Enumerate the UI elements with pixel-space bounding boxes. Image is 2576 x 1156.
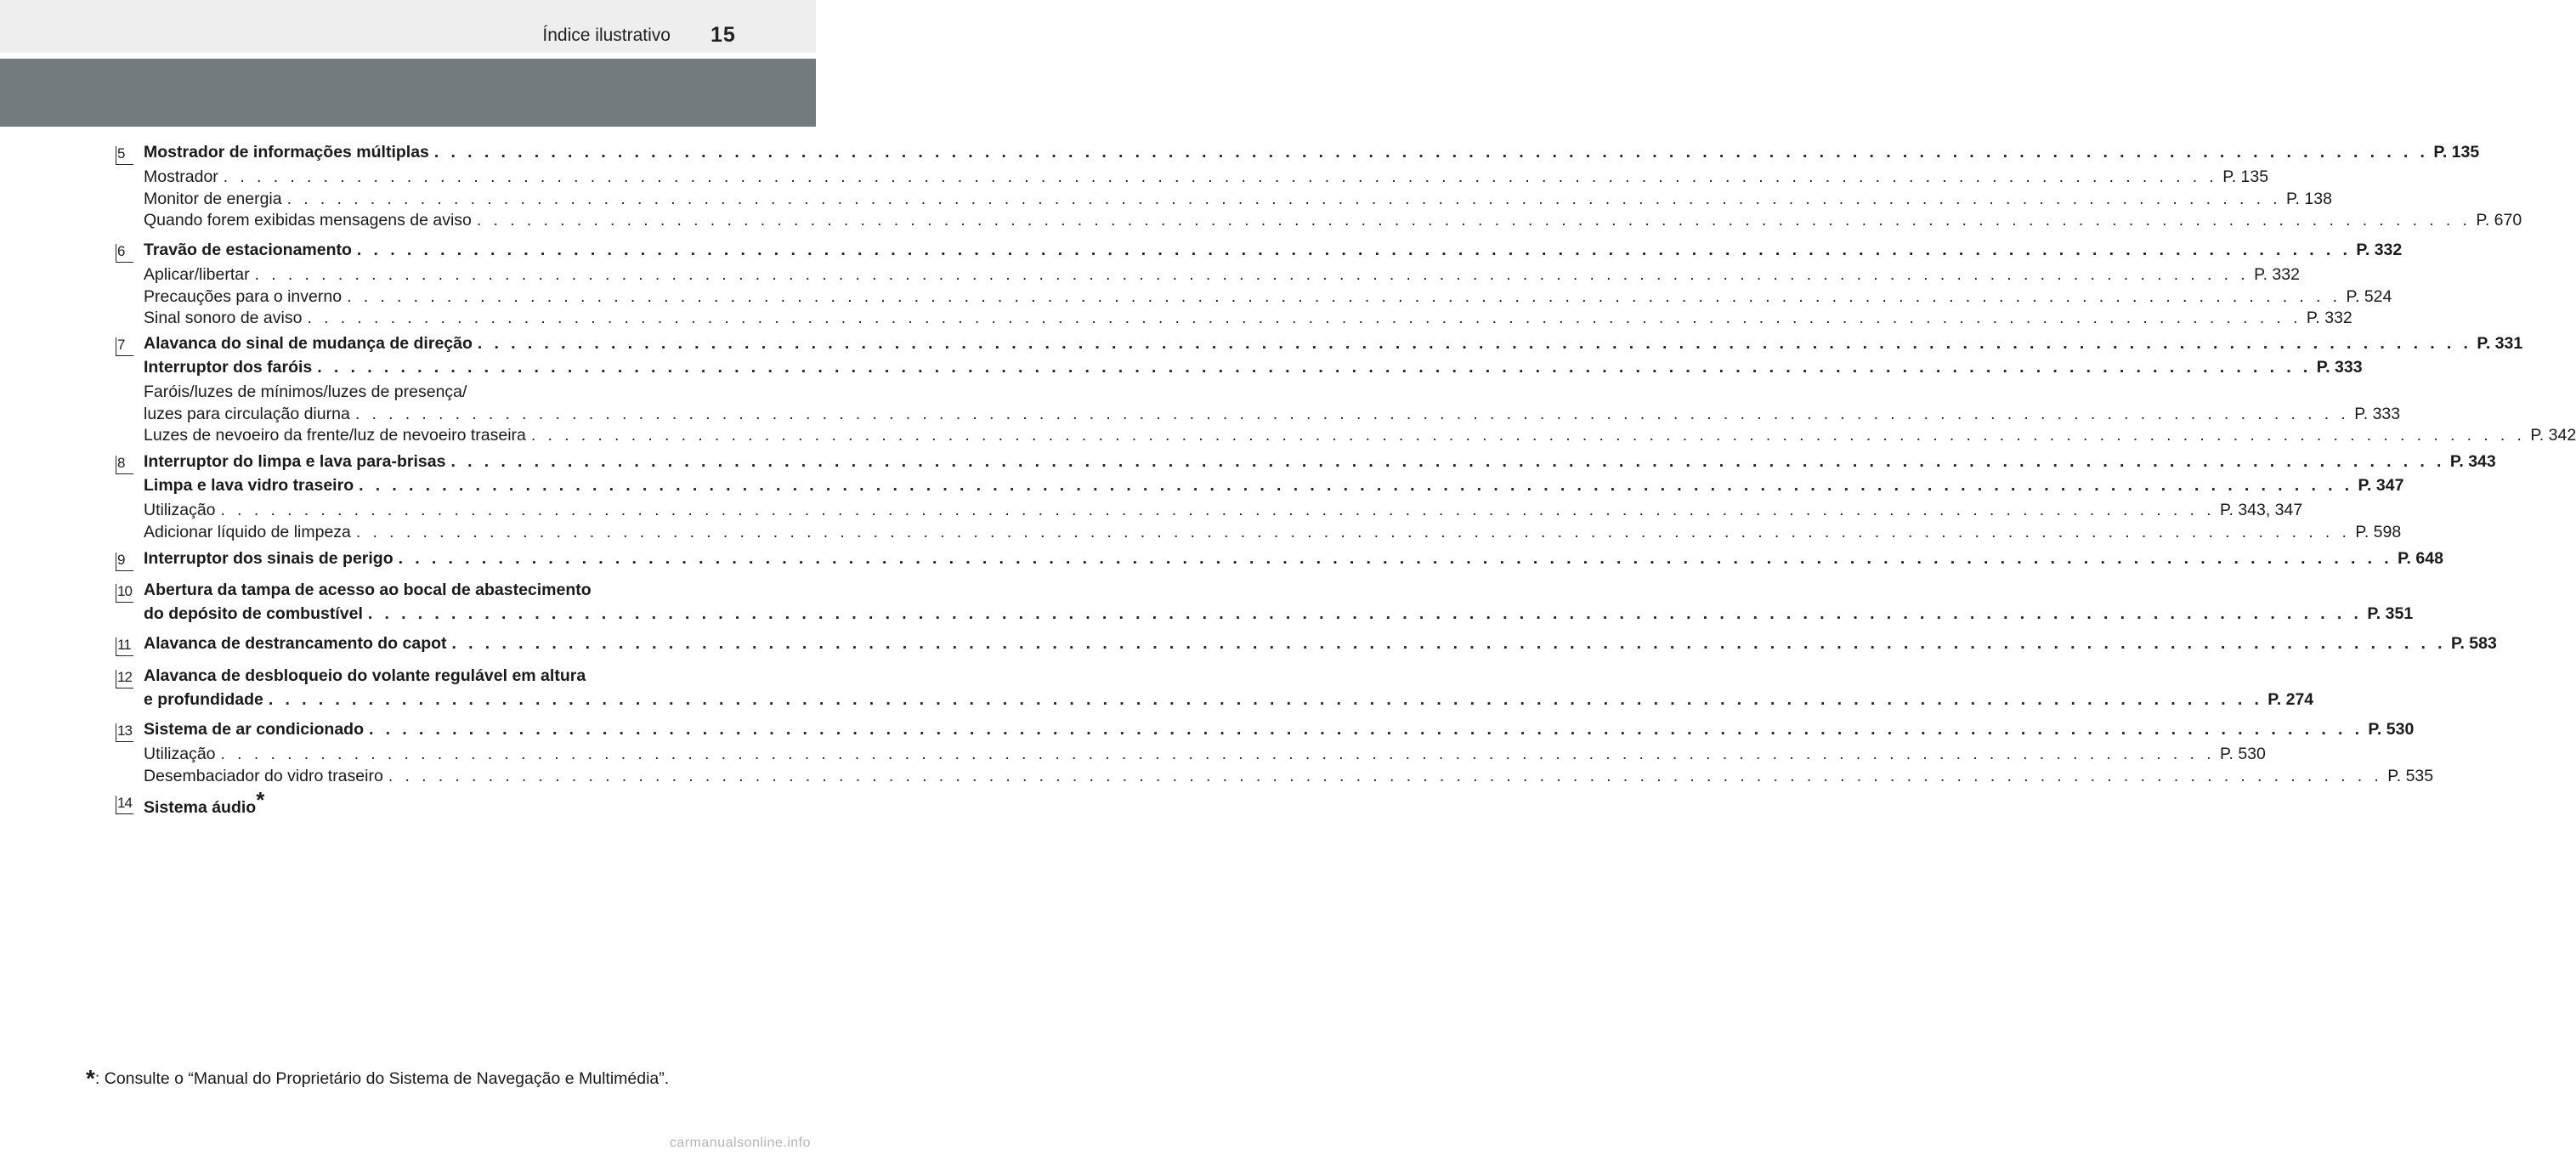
page-reference: P. 530 [2368, 720, 2415, 739]
item-number-marker [116, 796, 133, 814]
entry-label: Travão de estacionamento [144, 241, 352, 259]
page-reference: P. 670 [2476, 211, 2522, 230]
index-entry[interactable] [144, 522, 2402, 542]
page-reference: P. 331 [2477, 334, 2523, 353]
entry-label: Abertura da tampa de acesso ao bocal de abastecimento [144, 581, 592, 599]
entry-label: luzes para circulação diurna [144, 404, 350, 423]
dot-leader: . . . . . . . . . . . . . . . . . . . . . . . . . . . . . . . . . . . . . . . . . . . . . . . . . . . . . . . . . . . . . . . . . . . . . . . . . . . . . . . . . . . . . . . . . . . . . . . . . . . . . . . . . . . . . . . . . . . . . . . . [388, 766, 2383, 785]
dot-leader: . . . . . . . . . . . . . . . . . . . . . . . . . . . . . . . . . . . . . . . . . . . . . . . . . . . . . . . . . . . . . . . . . . . . . . . . . . . . . . . . . . . . . . . . . . . . . . . . . . . . . . . . . . . . . . . . . . . . . . . . [354, 404, 2350, 423]
index-entry-heading[interactable] [144, 666, 700, 686]
page-reference: P. 343, 347 [2219, 501, 2303, 519]
page-reference: P. 274 [2267, 690, 2314, 709]
index-entry-heading[interactable] [144, 720, 2415, 740]
page-reference: P. 648 [2398, 549, 2443, 568]
index-entry[interactable] [144, 309, 2352, 328]
entry-label: Utilização [144, 745, 216, 763]
page-reference: P. 135 [2433, 143, 2480, 162]
dot-leader: . . . . . . . . . . . . . . . . . . . . . . . . . . . . . . . . . . . . . . . . . . . . . . . . . . . . . . . . . . . . . . . . . . . . . . . . . . . . . . . . . . . . . . . . . . . . . . . . . . . . . . . . . . . . . . . . . . . . . . . . [220, 745, 2215, 763]
entry-label: Monitor de energia [144, 189, 282, 208]
item-number: 8 [117, 455, 125, 471]
index-entry[interactable] [144, 211, 2522, 230]
index-entry[interactable] [144, 167, 2269, 187]
index-entry-heading[interactable] [144, 334, 2523, 354]
page-reference: P. 524 [2346, 286, 2392, 306]
item-number: 5 [117, 145, 125, 162]
entry-label: Precauções para o inverno [144, 286, 343, 306]
dot-leader: . . . . . . . . . . . . . . . . . . . . . . . . . . . . . . . . . . . . . . . . . . . . . . . . . . . . . . . . . . . . . . . . . . . . . . . . . . . . . . . . . . . . . . . . . . . . . . . . . . . . . . . . . . . . . . . . . . . . . . . . [359, 476, 2353, 495]
page-reference: P. 342 [2530, 426, 2576, 445]
page-reference: P. 343 [2449, 452, 2496, 471]
index-entry[interactable] [144, 766, 2434, 786]
index-entry-heading[interactable] [144, 604, 2414, 624]
page-reference: P. 598 [2355, 522, 2402, 541]
index-entry-heading[interactable] [144, 690, 2314, 710]
entry-label: Sistema áudio [144, 798, 257, 817]
dot-leader: . . . . . . . . . . . . . . . . . . . . . . . . . . . . . . . . . . . . . . . . . . . . . . . . . . . . . . . . . . . . . . . . . . . . . . . . . . . . . . . . . . . . . . . . . . . . . . . . . . . . . . . . . . . . . . . . . . . . . . . . [530, 426, 2526, 445]
entry-label: e profundidade [144, 690, 263, 709]
page-reference: P. 583 [2450, 634, 2497, 653]
page-reference: P. 535 [2387, 766, 2434, 785]
entry-label: Alavanca de desbloqueio do volante regulável em altura [144, 666, 586, 685]
index-entry[interactable] [144, 382, 700, 402]
index-entry-heading[interactable] [144, 476, 2404, 496]
page-reference: P. 332 [2306, 309, 2352, 327]
item-number: 11 [117, 637, 131, 653]
entry-label: Faróis/luzes de mínimos/luzes de presença/ [144, 382, 467, 401]
item-number: 9 [117, 552, 125, 568]
footnote-reference: * [256, 787, 265, 813]
index-entry[interactable] [144, 426, 2576, 445]
dot-leader: . . . . . . . . . . . . . . . . . . . . . . . . . . . . . . . . . . . . . . . . . . . . . . . . . . . . . . . . . . . . . . . . . . . . . . . . . . . . . . . . . . . . . . . . . . . . . . . . . . . . . . . . . . . . . . . . . . . . . . . . [347, 286, 2341, 306]
item-number-marker [116, 146, 133, 165]
entry-label: Sistema de ar condicionado [144, 720, 364, 739]
entry-label: Luzes de nevoeiro da frente/luz de nevoeiro traseira [144, 426, 526, 445]
item-number-marker [116, 638, 133, 656]
entry-label: Quando forem exibidas mensagens de aviso [144, 211, 472, 230]
entry-label: Alavanca de destrancamento do capot [144, 634, 447, 653]
index-entry-heading[interactable] [144, 143, 2480, 162]
index-entry[interactable] [144, 404, 2401, 424]
item-number: 10 [117, 583, 132, 599]
section-title: Índice ilustrativo [542, 26, 671, 45]
index-entry[interactable] [144, 265, 2300, 285]
dot-leader: . . . . . . . . . . . . . . . . . . . . . . . . . . . . . . . . . . . . . . . . . . . . . . . . . . . . . . . . . . . . . . . . . . . . . . . . . . . . . . . . . . . . . . . . . . . . . . . . . . . . . . . . . . . . . . . . . . . . . . . . [307, 309, 2301, 327]
dot-leader: . . . . . . . . . . . . . . . . . . . . . . . . . . . . . . . . . . . . . . . . . . . . . . . . . . . . . . . . . . . . . . . . . . . . . . . . . . . . . . . . . . . . . . . . . . . . . . . . . . . . . . . . . . . . . . . . . . . . . . . . [268, 690, 2263, 709]
page-reference: P. 333 [2354, 404, 2401, 423]
dot-leader: . . . . . . . . . . . . . . . . . . . . . . . . . . . . . . . . . . . . . . . . . . . . . . . . . . . . . . . . . . . . . . . . . . . . . . . . . . . . . . . . . . . . . . . . . . . . . . . . . . . . . . . . . . . . . . . . . . . . . . . . [368, 720, 2364, 739]
dot-leader: . . . . . . . . . . . . . . . . . . . . . . . . . . . . . . . . . . . . . . . . . . . . . . . . . . . . . . . . . . . . . . . . . . . . . . . . . . . . . . . . . . . . . . . . . . . . . . . . . . . . . . . . . . . . . . . . . . . . . . . . [286, 189, 2282, 208]
dot-leader: . . . . . . . . . . . . . . . . . . . . . . . . . . . . . . . . . . . . . . . . . . . . . . . . . . . . . . . . . . . . . . . . . . . . . . . . . . . . . . . . . . . . . . . . . . . . . . . . . . . . . . . . . . . . . . . . . . . . . . . . [367, 604, 2363, 623]
item-number: 14 [117, 795, 132, 811]
item-number: 6 [117, 243, 125, 259]
page-reference: P. 332 [2254, 265, 2300, 284]
illustration-band [0, 59, 816, 127]
index-entry[interactable] [144, 286, 2392, 307]
entry-label: Aplicar/libertar [144, 265, 250, 284]
page-reference: P. 530 [2219, 745, 2266, 763]
dot-leader: . . . . . . . . . . . . . . . . . . . . . . . . . . . . . . . . . . . . . . . . . . . . . . . . . . . . . . . . . . . . . . . . . . . . . . . . . . . . . . . . . . . . . . . . . . . . . . . . . . . . . . . . . . . . . . . . . . . . . . . . [477, 334, 2472, 353]
page-reference: P. 333 [2316, 358, 2363, 377]
dot-leader: . . . . . . . . . . . . . . . . . . . . . . . . . . . . . . . . . . . . . . . . . . . . . . . . . . . . . . . . . . . . . . . . . . . . . . . . . . . . . . . . . . . . . . . . . . . . . . . . . . . . . . . . . . . . . . . . . . . . . . . . [220, 501, 2215, 519]
dot-leader: . . . . . . . . . . . . . . . . . . . . . . . . . . . . . . . . . . . . . . . . . . . . . . . . . . . . . . . . . . . . . . . . . . . . . . . . . . . . . . . . . . . . . . . . . . . . . . . . . . . . . . . . . . . . . . . . . . . . . . . . [317, 358, 2312, 377]
entry-label: Mostrador [144, 167, 218, 186]
index-entry[interactable] [144, 745, 2266, 764]
index-entry-heading[interactable] [144, 581, 700, 600]
dot-leader: . . . . . . . . . . . . . . . . . . . . . . . . . . . . . . . . . . . . . . . . . . . . . . . . . . . . . . . . . . . . . . . . . . . . . . . . . . . . . . . . . . . . . . . . . . . . . . . . . . . . . . . . . . . . . . . . . . . . . . . . [355, 522, 2351, 541]
entry-label: Interruptor do limpa e lava para-brisas [144, 452, 446, 471]
entry-label: Interruptor dos sinais de perigo [144, 549, 393, 568]
page-reference: P. 351 [2367, 604, 2414, 623]
item-number: 7 [117, 337, 125, 353]
index-entry[interactable] [144, 189, 2332, 209]
dot-leader: . . . . . . . . . . . . . . . . . . . . . . . . . . . . . . . . . . . . . . . . . . . . . . . . . . . . . . . . . . . . . . . . . . . . . . . . . . . . . . . . . . . . . . . . . . . . . . . . . . . . . . . . . . . . . . . . . . . . . . . . [450, 452, 2445, 471]
index-entry[interactable] [144, 501, 2303, 520]
item-number: 12 [117, 669, 132, 685]
index-entry-heading[interactable] [144, 358, 2363, 377]
item-number-marker [116, 337, 133, 356]
entry-label: Sinal sonoro de aviso [144, 309, 303, 327]
entry-label: Utilização [144, 501, 216, 519]
item-number-marker [116, 244, 133, 263]
dot-leader: . . . . . . . . . . . . . . . . . . . . . . . . . . . . . . . . . . . . . . . . . . . . . . . . . . . . . . . . . . . . . . . . . . . . . . . . . . . . . . . . . . . . . . . . . . . . . . . . . . . . . . . . . . . . . . . . . . . . . . . . [398, 549, 2393, 568]
entry-label: do depósito de combustível [144, 604, 363, 623]
page-number: 15 [711, 23, 736, 47]
index-entry-heading[interactable] [144, 241, 2403, 260]
index-entry-heading[interactable] [144, 634, 2497, 654]
watermark: carmanualsonline.info [669, 1136, 811, 1150]
footnote-text: : Consulte o “Manual do Proprietário do Sistema de Navegação e Multimédia”. [94, 1069, 670, 1088]
page-reference: P. 332 [2356, 241, 2403, 259]
header-strip [0, 0, 816, 53]
page-reference: P. 135 [2222, 167, 2269, 186]
entry-label: Adicionar líquido de limpeza [144, 522, 351, 541]
index-entry-heading[interactable] [144, 452, 2496, 472]
footnote-marker: * [86, 1065, 95, 1091]
item-number-marker [116, 723, 133, 742]
entry-label: Interruptor dos faróis [144, 358, 313, 377]
entry-label: Limpa e lava vidro traseiro [144, 476, 354, 495]
item-number-marker [116, 552, 133, 571]
footnote [86, 1062, 669, 1090]
entry-label: Desembaciador do vidro traseiro [144, 766, 383, 785]
item-number-marker [116, 670, 133, 688]
item-number-marker [116, 456, 133, 474]
entry-label: Alavanca do sinal de mudança de direção [144, 334, 473, 353]
dot-leader: . . . . . . . . . . . . . . . . . . . . . . . . . . . . . . . . . . . . . . . . . . . . . . . . . . . . . . . . . . . . . . . . . . . . . . . . . . . . . . . . . . . . . . . . . . . . . . . . . . . . . . . . . . . . . . . . . . . . . . . . [356, 241, 2352, 259]
dot-leader: . . . . . . . . . . . . . . . . . . . . . . . . . . . . . . . . . . . . . . . . . . . . . . . . . . . . . . . . . . . . . . . . . . . . . . . . . . . . . . . . . . . . . . . . . . . . . . . . . . . . . . . . . . . . . . . . . . . . . . . . [223, 167, 2218, 186]
dot-leader: . . . . . . . . . . . . . . . . . . . . . . . . . . . . . . . . . . . . . . . . . . . . . . . . . . . . . . . . . . . . . . . . . . . . . . . . . . . . . . . . . . . . . . . . . . . . . . . . . . . . . . . . . . . . . . . . . . . . . . . . [433, 143, 2429, 162]
dot-leader: . . . . . . . . . . . . . . . . . . . . . . . . . . . . . . . . . . . . . . . . . . . . . . . . . . . . . . . . . . . . . . . . . . . . . . . . . . . . . . . . . . . . . . . . . . . . . . . . . . . . . . . . . . . . . . . . . . . . . . . . [476, 211, 2471, 230]
dot-leader: . . . . . . . . . . . . . . . . . . . . . . . . . . . . . . . . . . . . . . . . . . . . . . . . . . . . . . . . . . . . . . . . . . . . . . . . . . . . . . . . . . . . . . . . . . . . . . . . . . . . . . . . . . . . . . . . . . . . . . . . [254, 265, 2250, 284]
dot-leader: . . . . . . . . . . . . . . . . . . . . . . . . . . . . . . . . . . . . . . . . . . . . . . . . . . . . . . . . . . . . . . . . . . . . . . . . . . . . . . . . . . . . . . . . . . . . . . . . . . . . . . . . . . . . . . . . . . . . . . . . [451, 634, 2446, 653]
item-number: 13 [117, 722, 132, 739]
item-number-marker [116, 584, 133, 603]
index-entry-heading[interactable] [144, 549, 2443, 569]
index-entry-heading[interactable] [144, 787, 700, 819]
page-reference: P. 347 [2358, 476, 2404, 495]
page-reference: P. 138 [2286, 189, 2332, 208]
entry-label: Mostrador de informações múltiplas [144, 143, 429, 162]
